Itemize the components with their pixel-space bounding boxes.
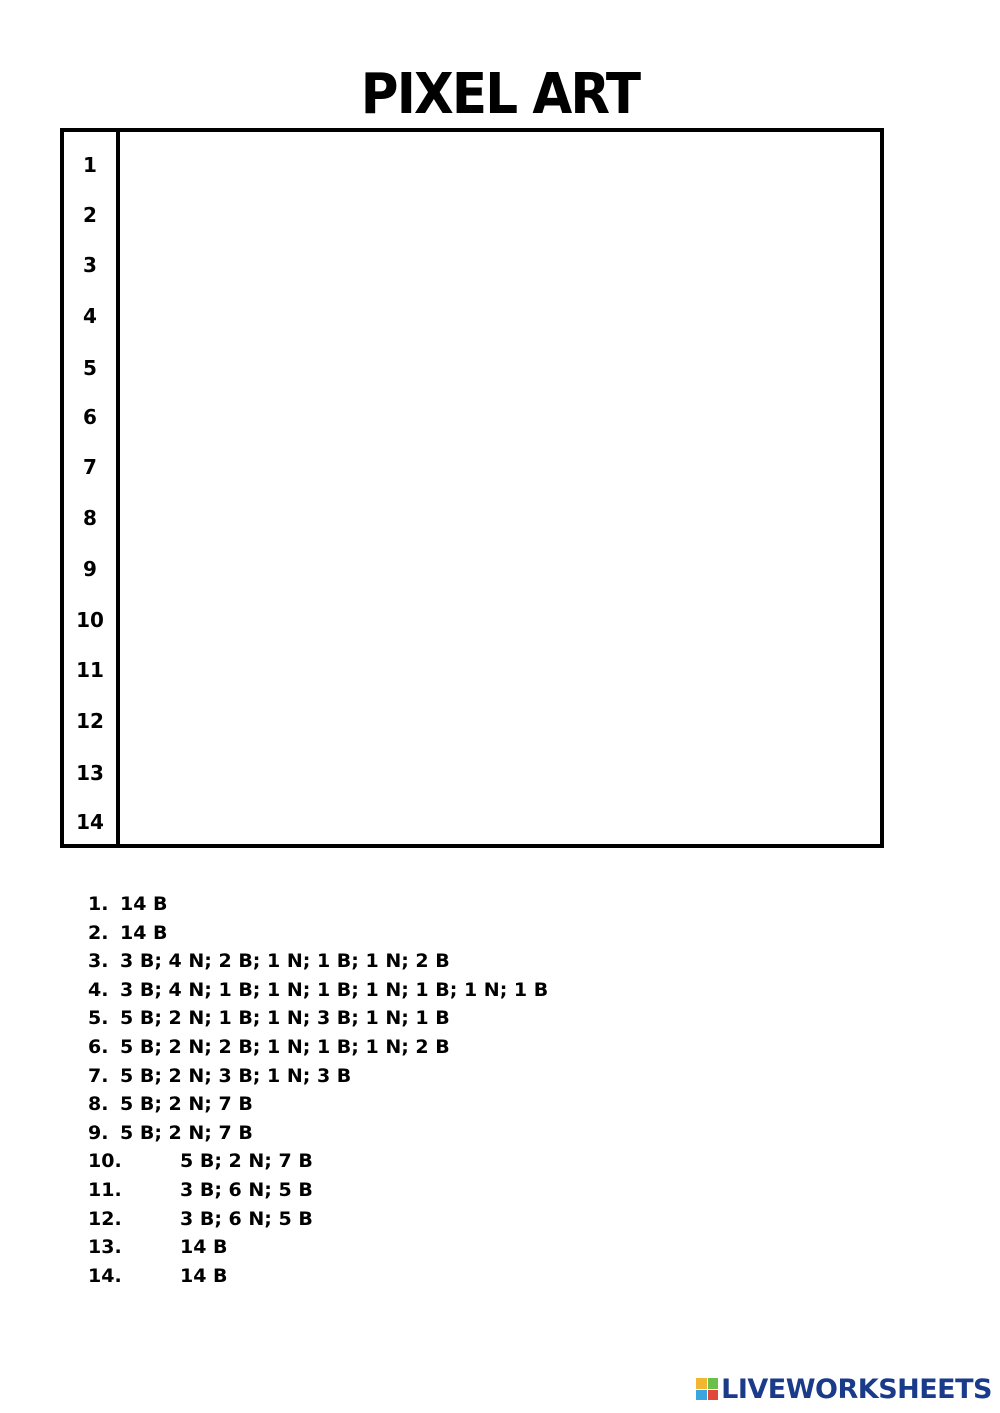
instruction-number: 10. — [88, 1150, 122, 1173]
instruction-text: 3 B; 6 N; 5 B — [180, 1207, 313, 1230]
instruction-text: 3 B; 4 N; 2 B; 1 N; 1 B; 1 N; 2 B — [120, 950, 450, 973]
logo-square — [708, 1378, 719, 1389]
row-number: 3 — [83, 253, 97, 277]
row-number: 1 — [83, 153, 97, 177]
instruction-number: 13. — [88, 1236, 122, 1259]
instruction-text: 5 B; 2 N; 3 B; 1 N; 3 B — [120, 1064, 352, 1087]
instruction-list — [88, 890, 548, 1290]
instruction-number: 14. — [88, 1264, 122, 1287]
instruction-item — [88, 1205, 548, 1234]
row-number: 4 — [83, 304, 97, 328]
page-title: PIXEL ART — [360, 62, 640, 127]
instruction-item — [88, 1147, 548, 1176]
instruction-number: 4. — [88, 978, 109, 1001]
liveworksheets-logo — [696, 1369, 992, 1409]
instruction-item — [88, 890, 548, 919]
instruction-number: 6. — [88, 1035, 109, 1058]
instruction-number: 2. — [88, 921, 109, 944]
logo-square — [696, 1390, 707, 1401]
instruction-text: 14 B — [120, 921, 168, 944]
instruction-text: 5 B; 2 N; 1 B; 1 N; 3 B; 1 N; 1 B — [120, 1007, 450, 1030]
instruction-item — [88, 1004, 548, 1033]
instruction-text: 14 B — [180, 1264, 228, 1287]
instruction-item — [88, 1233, 548, 1262]
row-number: 12 — [76, 709, 104, 733]
instruction-item — [88, 1090, 548, 1119]
instruction-text: 5 B; 2 N; 2 B; 1 N; 1 B; 1 N; 2 B — [120, 1035, 450, 1058]
instruction-text: 3 B; 4 N; 1 B; 1 N; 1 B; 1 N; 1 B; 1 N; 1 B — [120, 978, 549, 1001]
instruction-text: 14 B — [180, 1236, 228, 1259]
instruction-item — [88, 1262, 548, 1291]
instruction-text: 5 B; 2 N; 7 B — [180, 1150, 313, 1173]
row-number: 8 — [83, 506, 97, 530]
row-number: 13 — [76, 761, 104, 785]
row-number: 11 — [76, 658, 104, 682]
row-number: 10 — [76, 608, 104, 632]
instruction-number: 8. — [88, 1093, 109, 1116]
instruction-item — [88, 976, 548, 1005]
liveworksheets-logo-icon — [696, 1378, 718, 1400]
instruction-item — [88, 1119, 548, 1148]
instruction-item — [88, 1062, 548, 1091]
instruction-item — [88, 1176, 548, 1205]
row-number: 2 — [83, 203, 97, 227]
instruction-text: 5 B; 2 N; 7 B — [120, 1093, 253, 1116]
instruction-item — [88, 919, 548, 948]
instruction-number: 3. — [88, 950, 109, 973]
instruction-item — [88, 947, 548, 976]
instruction-number: 11. — [88, 1178, 122, 1201]
row-number-column — [64, 132, 120, 844]
row-number: 14 — [76, 810, 104, 834]
row-number: 9 — [83, 557, 97, 581]
instruction-number: 7. — [88, 1064, 109, 1087]
logo-text: LIVEWORKSHEETS — [721, 1373, 992, 1405]
instruction-number: 12. — [88, 1207, 122, 1230]
instruction-text: 5 B; 2 N; 7 B — [120, 1121, 253, 1144]
logo-square — [708, 1390, 719, 1401]
instruction-item — [88, 1033, 548, 1062]
instruction-number: 5. — [88, 1007, 109, 1030]
logo-square — [696, 1378, 707, 1389]
row-number: 5 — [83, 356, 97, 380]
instruction-text: 3 B; 6 N; 5 B — [180, 1178, 313, 1201]
instruction-number: 1. — [88, 893, 109, 915]
row-number: 7 — [83, 455, 97, 479]
instruction-text: 14 B — [120, 893, 168, 915]
pixel-grid[interactable] — [60, 128, 884, 848]
instruction-number: 9. — [88, 1121, 109, 1144]
row-number: 6 — [83, 405, 97, 429]
